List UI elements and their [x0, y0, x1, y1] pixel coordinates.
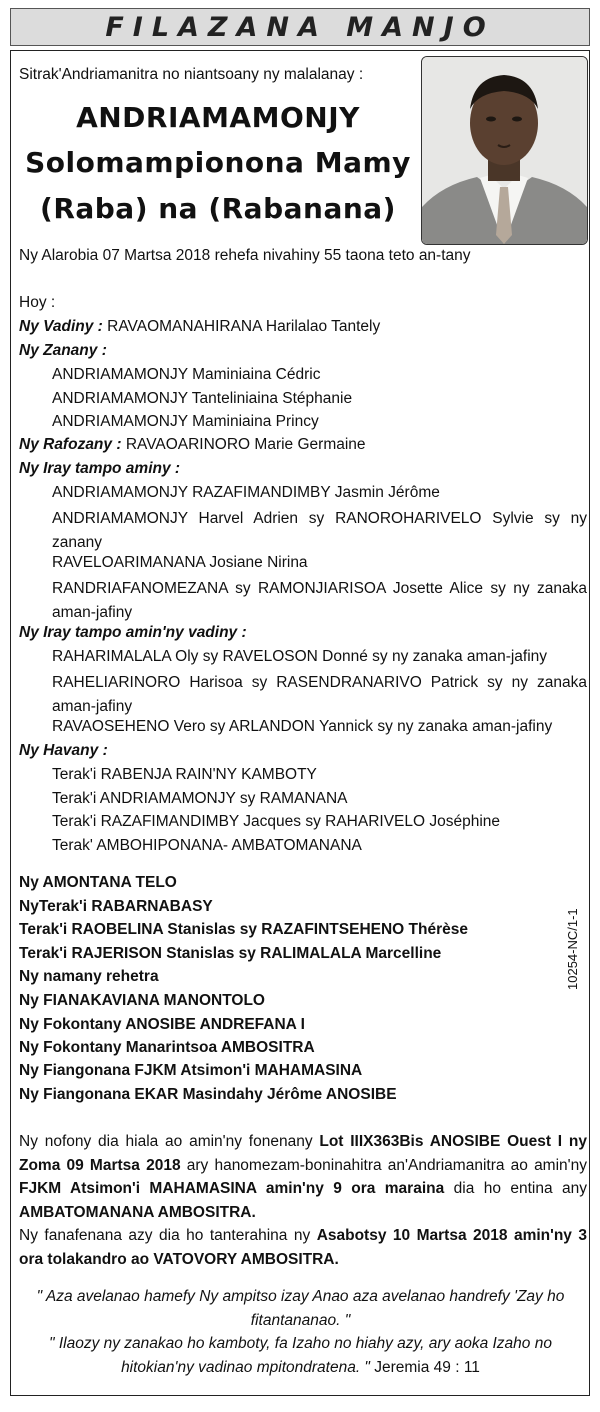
p1-text: Ny nofony dia hiala ao amin'ny fonenany: [19, 1133, 320, 1150]
child-item: ANDRIAMAMONJY Maminiaina Princy: [52, 413, 319, 430]
p1-text: dia ho entina any: [444, 1180, 587, 1197]
p1-text: ary hanomezam-boninahitra an'Andriamanitra ao amin'ny: [180, 1156, 587, 1174]
funeral-paragraph-1: [19, 1130, 587, 1224]
sibling-item: ANDRIAMAMONJY RAZAFIMANDIMBY Jasmin Jérôme: [52, 484, 440, 501]
p2-text: Ny fanafenana azy dia ho tanterahina ny: [19, 1227, 317, 1244]
other-mourner: Ny Fiangonana FJKM Atsimon'i MAHAMASINA: [19, 1062, 363, 1079]
in-laws-label: Ny Rafozany :: [19, 436, 122, 453]
spouse-sibling-item: RAHARIMALALA Oly sy RAVELOSON Donné sy ny zanaka aman-jafiny: [52, 648, 548, 665]
deceased-name-line-3: (Raba) na (Rabanana): [40, 192, 396, 225]
quote-1: " Aza avelanao hamefy Ny ampitso izay Anao aza avelanao handrefy 'Zay ho fitantananao. ": [36, 1288, 565, 1329]
relatives-label: Ny Havany :: [19, 742, 108, 759]
intro-text: Sitrak'Andriamanitra no niantsoany ny malalanay :: [19, 66, 364, 83]
other-mourner: Ny AMONTANA TELO: [19, 874, 177, 891]
p2-burial-details: Asabotsy 10 Martsa 2018 amin'ny 3 ora tolakandro ao VATOVORY AMBOSITRA.: [19, 1227, 587, 1268]
spouse-siblings-label: Ny Iray tampo amin'ny vadiny :: [19, 624, 247, 641]
deceased-name-line-2: Solomampionona Mamy: [25, 146, 411, 179]
spouse-name: RAVAOMANAHIRANA Harilalao Tantely: [107, 318, 381, 335]
sibling-item: ANDRIAMAMONJY Harvel Adrien sy RANOROHARIVELO Sylvie sy ny zanany: [52, 510, 587, 551]
relative-item: Terak'i RAZAFIMANDIMBY Jacques sy RAHARIVELO Joséphine: [52, 813, 501, 830]
p1-church-time: FJKM Atsimon'i MAHAMASINA amin'ny 9 ora maraina: [19, 1180, 445, 1197]
other-mourner: Terak'i RAOBELINA Stanislas sy RAZAFINTSEHENO Thérèse: [19, 921, 468, 938]
spouse-label: Ny Vadiny :: [19, 318, 103, 335]
relative-item: Terak' AMBOHIPONANA- AMBATOMANANA: [52, 837, 362, 854]
other-mourner: Ny Fokontany ANOSIBE ANDREFANA I: [19, 1016, 305, 1033]
quote-2: [19, 1332, 582, 1379]
other-mourner: Ny Fiangonana EKAR Masindahy Jérôme ANOSIBE: [19, 1086, 397, 1103]
sibling-item: RAVELOARIMANANA Josiane Nirina: [52, 554, 308, 571]
siblings-label: Ny Iray tampo aminy :: [19, 460, 181, 477]
deceased-portrait: [421, 56, 588, 245]
death-date-line: Ny Alarobia 07 Martsa 2018 rehefa nivahiny 55 taona teto an-tany: [19, 247, 471, 264]
other-mourner: Ny namany rehetra: [19, 968, 159, 985]
p1-address-date: Lot IIIX363Bis ANOSIBE Ouest I ny Zoma 09 Martsa 2018: [19, 1133, 587, 1174]
other-mourner: Ny Fokontany Manarintsoa AMBOSITRA: [19, 1039, 315, 1056]
relative-item: Terak'i RABENJA RAIN'NY KAMBOTY: [52, 766, 317, 783]
p1-destination: AMBATOMANANA AMBOSITRA.: [19, 1203, 256, 1221]
child-item: ANDRIAMAMONJY Tanteliniaina Stéphanie: [52, 390, 353, 407]
other-mourner: Terak'i RAJERISON Stanislas sy RALIMALALA Marcelline: [19, 945, 442, 962]
quote-2-text: " Ilaozy ny zanakao ho kamboty, fa Izaho no hiahy azy, ary aoka Izaho no hitokian'ny vadinao mpitondratena. ": [49, 1335, 552, 1376]
header-title: FILAZANA MANJO: [105, 11, 495, 43]
quote-2-reference: Jeremia 49 : 11: [369, 1358, 480, 1376]
relative-item: Terak'i ANDRIAMAMONJY sy RAMANANA: [52, 790, 348, 807]
spouse-line: [19, 318, 380, 336]
funeral-paragraph-2: [19, 1224, 587, 1271]
other-mourner: Ny FIANAKAVIANA MANONTOLO: [19, 992, 265, 1009]
reference-number: 10254-NC/1-1: [565, 908, 580, 990]
in-laws-name: RAVAOARINORO Marie Germaine: [125, 436, 366, 453]
deceased-name-line-1: ANDRIAMAMONJY: [76, 101, 360, 134]
in-laws-line: [19, 436, 366, 454]
other-mourner: NyTerak'i RABARNABASY: [19, 898, 213, 915]
announcement-header: [10, 8, 590, 46]
spouse-sibling-item: RAHELIARINORO Harisoa sy RASENDRANARIVO Patrick sy ny zanaka aman-jafiny: [52, 674, 587, 715]
spouse-sibling-item: RAVAOSEHENO Vero sy ARLANDON Yannick sy ny zanaka aman-jafiny: [52, 718, 553, 735]
hoy-label: Hoy :: [19, 294, 56, 311]
sibling-item: RANDRIAFANOMEZANA sy RAMONJIARISOA Josette Alice sy ny zanaka aman-jafiny: [52, 580, 587, 621]
children-label: Ny Zanany :: [19, 342, 107, 359]
child-item: ANDRIAMAMONJY Maminiaina Cédric: [52, 366, 321, 383]
